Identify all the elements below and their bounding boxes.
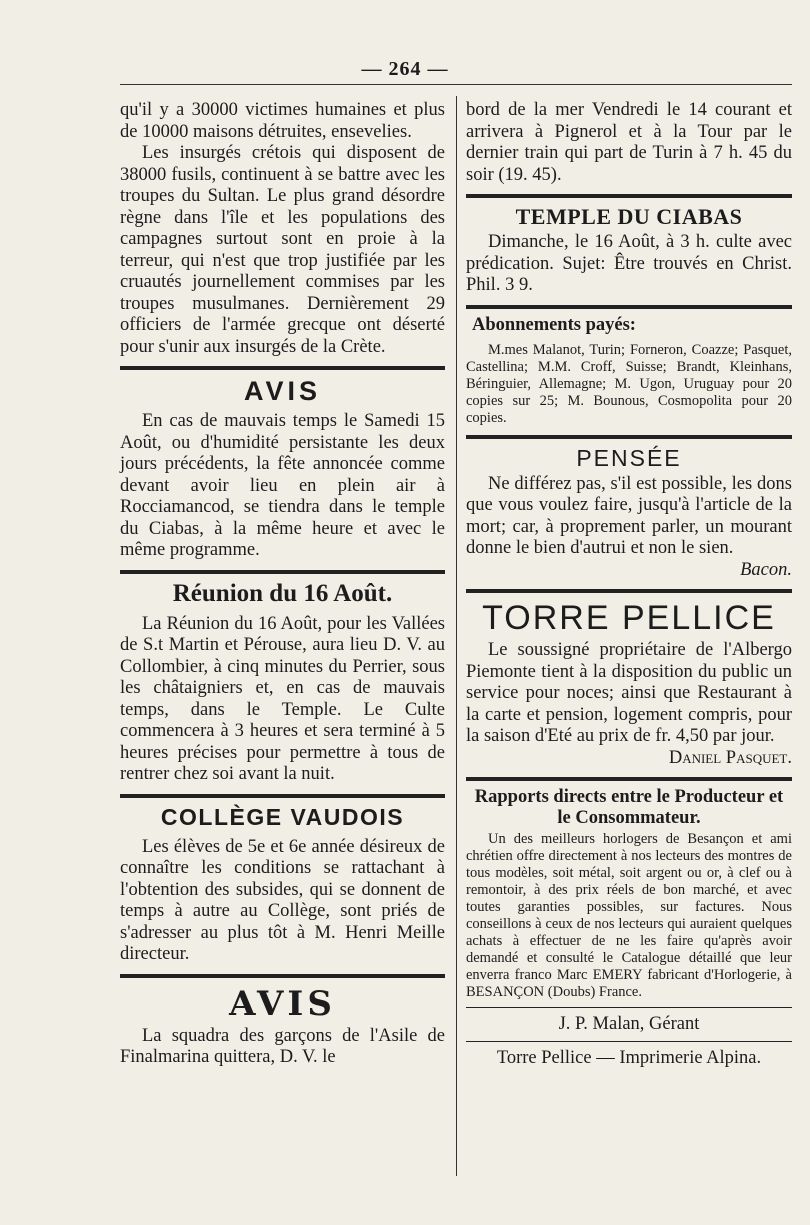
section-rule [120, 366, 445, 370]
page-number: — 264 — [361, 58, 449, 80]
crete-news-continued: qu'il y a 30000 victimes humaines et plus de 10000 maisons détruites, ensevelies. [120, 100, 445, 142]
left-column [120, 100, 445, 1069]
abonnements-heading: Abonnements payés: [472, 314, 636, 335]
avis-second-continued: bord de la mer Vendredi le 14 courant et arrivera à Pignerol et à la Tour par le dernier train qui part de Turin à 7 h. 45 du soir (19. 45). [466, 100, 792, 185]
avis-paragraph: En cas de mauvais temps le Samedi 15 Août, ou d'humidité persistante les deux jours précédents, la fête annoncée comme devant avoir lieu en plein air à Rocciamancod, se tiendra dans le temple du Ciabas, à la même heure et avec le même programme. [120, 411, 445, 560]
section-rule [466, 777, 792, 781]
section-rule [120, 974, 445, 978]
reunion-heading: Réunion du 16 Août. [172, 579, 393, 607]
rapports-paragraph: Un des meilleurs horlogers de Besançon et ami chrétien offre directement à nos lecteurs des montres de tous modèles, soit métal, soit argent ou or, à clef ou à remontoir, à des prix réels de bon marché, et avec toutes garanties possibles, sur factures. Nous conseillons à ceux de nos lecteurs qui auraient quelques achats à effectuer de ne les faire qu'après avoir demandé et consulté le Catalogue détaillé que leur enverra franco Marc EMERY fabricant d'Horlogerie, à BESANÇON (Doubs) France. [466, 831, 792, 1000]
college-heading: COLLÈGE VAUDOIS [160, 803, 405, 830]
pensee-heading: PENSÉE [576, 444, 682, 471]
temple-heading: TEMPLE DU CIABAS [515, 204, 743, 229]
torre-pellice-signature: Daniel Pasquet. [668, 747, 792, 768]
avis-second-heading: AVIS [229, 983, 336, 1024]
avis-heading: AVIS [243, 376, 321, 406]
column-divider [456, 96, 457, 1176]
crete-insurgents-paragraph: Les insurgés crétois qui disposent de 38000 fusils, continuent à se battre avec les troupes du Sultan. Le plus grand désordre règne dans l'île et les populations des campagnes surtout sont en proie à la terreur, qui n'est que trop justifiée par les cruautés journellement commises par les troupes musulmanes. Dernièrement 29 officiers de l'armée grecque ont déserté pour s'unir aux insurgés de la Crète. [120, 143, 445, 357]
temple-paragraph: Dimanche, le 16 Août, à 3 h. culte avec prédication. Sujet: Être trouvés en Christ. Phil. 3 9. [466, 232, 792, 295]
reunion-paragraph: La Réunion du 16 Août, pour les Vallées de S.t Martin et Pérouse, aura lieu D. V. au Collombier, à cinq minutes du Perrier, sous les châtaigniers et, en cas de mauvais temps, dans le Temple. Le Culte commencera à 3 heures et sera terminé à 5 heures précises pour permettre à tous de rentrer chez soi avant la nuit. [120, 613, 445, 784]
section-rule [466, 194, 792, 198]
pensee-paragraph: Ne différez pas, s'il est possible, les dons que vous voulez faire, jusqu'à l'article de la mort; car, à proprement parler, un mourant donne le bien d'autrui et non le sien. [466, 473, 792, 558]
footer-rule [466, 1041, 792, 1042]
section-rule [120, 794, 445, 798]
rapports-heading: Rapports directs entre le Producteur et le Consommateur. [474, 787, 784, 828]
college-paragraph: Les élèves de 5e et 6e année désireux de connaître les conditions se rattachant à l'obtention des subsides, qui se donnent de temps à autre au Collège, sont priés de s'adresser au plus tôt à M. Henri Meille directeur. [120, 836, 445, 964]
footer-rule [466, 1007, 792, 1008]
pensee-author: Bacon. [740, 559, 792, 580]
torre-pellice-paragraph: Le soussigné propriétaire de l'Albergo Piemonte tient à la disposition du public un service pour noces; ainsi que Restaurant à la carte et pension, logement compris, pour la saison d'Eté au prix de fr. 4,50 par jour. [466, 640, 792, 746]
header-rule [120, 84, 792, 85]
torre-pellice-heading: TORRE PELLICE [482, 599, 776, 637]
abonnements-list: M.mes Malanot, Turin; Forneron, Coazze; Pasquet, Castellina; M.M. Croff, Suisse; Brandt, Kleinhans, Béringuier, Allemagne; M. Ugon, Uruguay pour 20 copies sur 25; M. Bounous, Cosmopolita pour 20 copies. [466, 341, 792, 426]
section-rule [466, 305, 792, 309]
right-column [466, 100, 792, 1071]
gerant-line: J. P. Malan, Gérant [558, 1014, 700, 1034]
imprimerie-line: Torre Pellice — Imprimerie Alpina. [496, 1048, 762, 1068]
section-rule [466, 435, 792, 439]
avis-second-paragraph: La squadra des garçons de l'Asile de Finalmarina quittera, D. V. le [120, 1025, 445, 1067]
section-rule [120, 570, 445, 574]
section-rule [466, 589, 792, 593]
